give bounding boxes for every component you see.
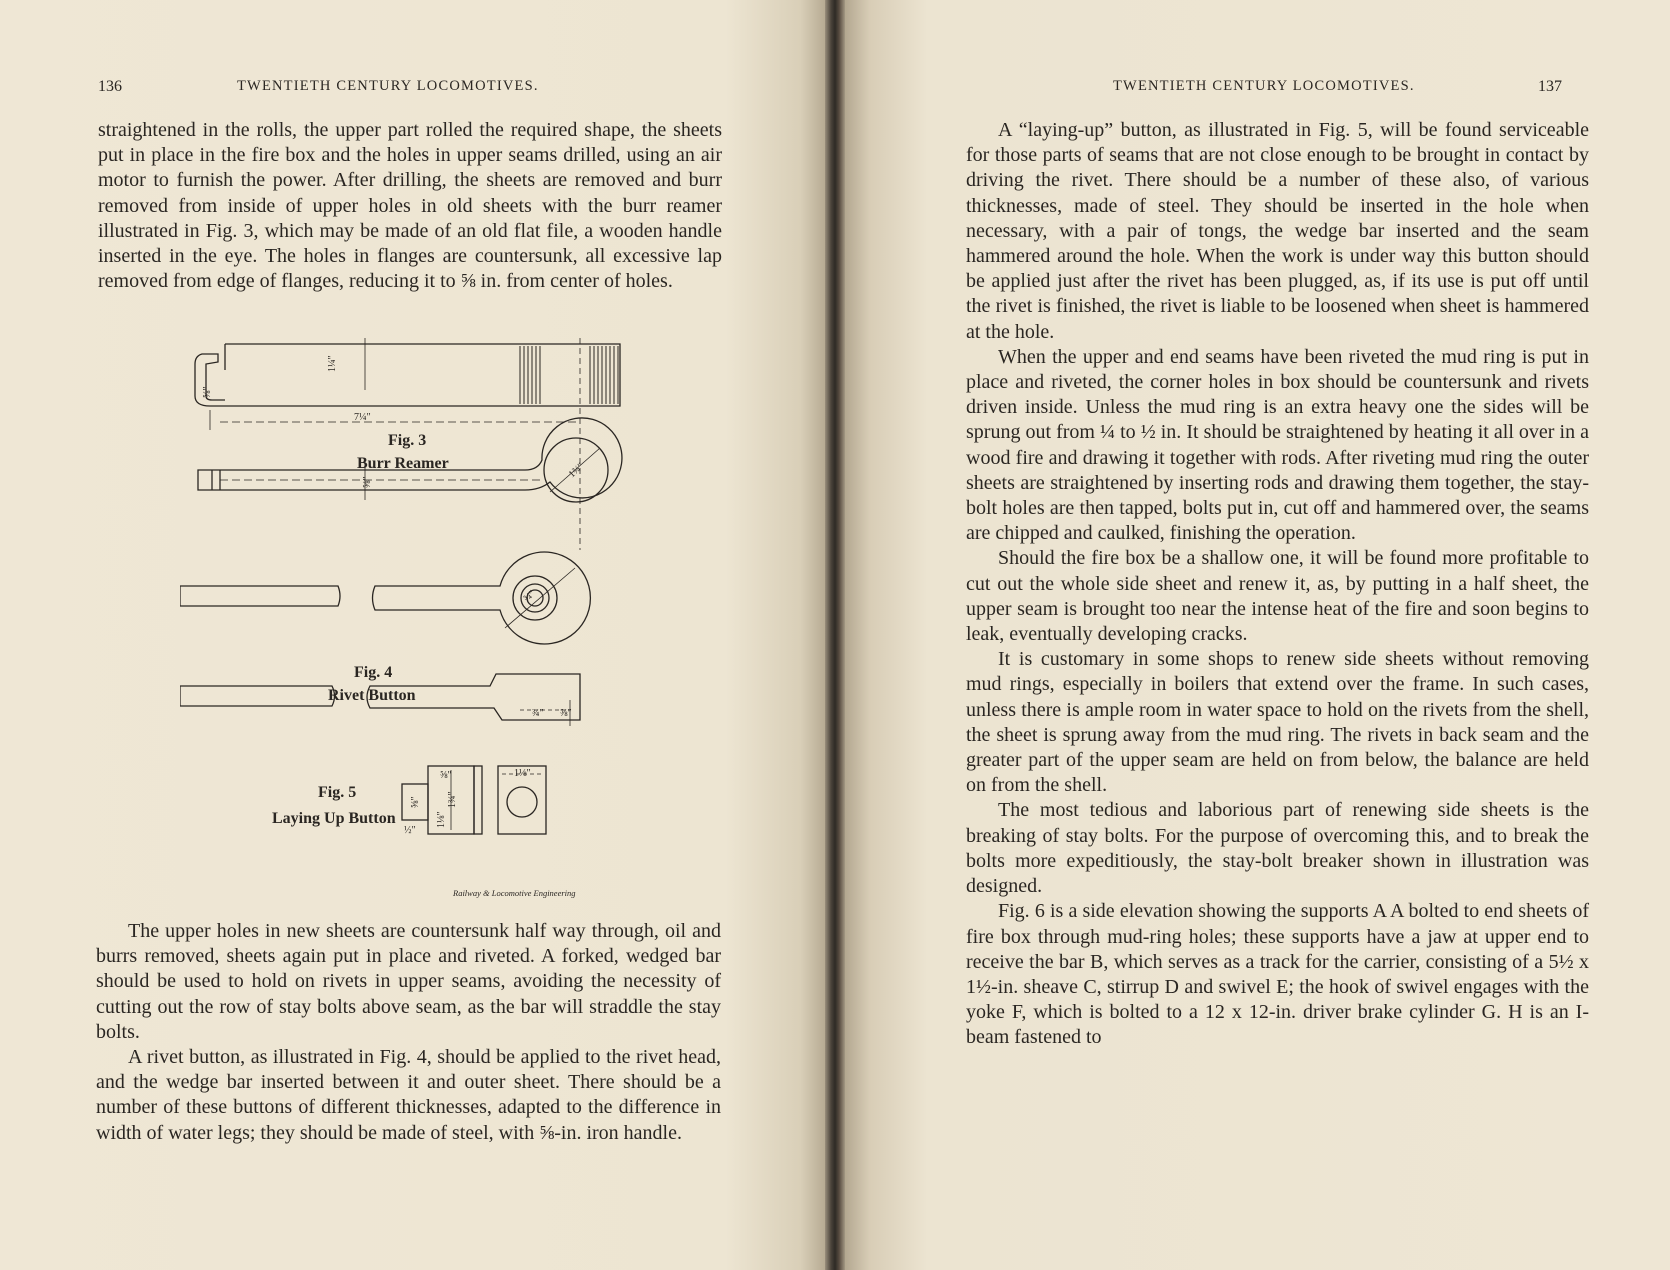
fig3-dim-shank: ⅝″ [362, 476, 373, 488]
paragraph: A “laying-up” button, as illustrated in Fig. 5, will be found serviceable for those parts of seams that are not close enough to be brought in contact by driving the rivet. There should be a number of these also, of various thicknesses, made of steel. They should be inserted in the hole when necessary, with a pair of tongs, the wedge bar inserted and the seam hammered around the hole. When the work is under way this button should be applied just after the rivet has been plugged, as, if its use is put off until the rivet is finished, the rivet is liable to be loosened when sheet is hammered at the hole. [966, 119, 1589, 343]
running-head: TWENTIETH CENTURY LOCOMOTIVES. [1113, 78, 1415, 94]
paragraph: It is customary in some shops to renew side sheets without removing mud rings, especially in boilers that extend over the frame. In such cases, unless there is ample room in water space to hold on the rivets from the shell, the sheet is sprung away from the mud ring. The rivets in back seam and the greater part of the upper seam are held on from below, the balance are held on from the shell. [966, 648, 1589, 797]
fig5-dim-side: ⅝″ [410, 796, 421, 808]
fig5-dim-width: 1¾″ [447, 791, 458, 808]
fig4-button [373, 552, 591, 644]
fig5-dim-handle: ⅝″ [440, 770, 452, 781]
fig5-dim-top: 1⅛″ [514, 768, 531, 779]
fig5-label: Fig. 5 [318, 784, 357, 801]
book-gutter [825, 0, 845, 1270]
fig5-dim-block-height: 1⅛″ [436, 811, 447, 828]
fig3-dim-height: 1¼″ [327, 355, 338, 372]
fig3-dim-eye: 1¾″ [566, 460, 587, 481]
body-text [966, 118, 1589, 1051]
fig3-caption: Burr Reamer [357, 455, 449, 472]
fig3-dim-length: 7¼″ [354, 412, 371, 423]
running-head: TWENTIETH CENTURY LOCOMOTIVES. [237, 78, 539, 94]
figure-credit: Railway & Locomotive Engineering [453, 888, 576, 898]
fig5-caption: Laying Up Button [272, 810, 396, 827]
page-number: 137 [1538, 78, 1562, 95]
fig3-label: Fig. 3 [388, 432, 427, 449]
fig5-dim-jaw: ¾″ [532, 708, 544, 719]
paragraph: The most tedious and laborious part of renewing side sheets is the breaking of stay bolts. For the purpose of overcoming this, and to break the bolts more expeditiously, the stay-bolt breaker shown in illustration was designed. [966, 799, 1589, 898]
fig5-dim-thick: ½″ [404, 825, 416, 836]
fig4-label: Fig. 4 [354, 664, 393, 681]
body-text [98, 118, 722, 294]
fig5-handle [180, 686, 335, 706]
left-page [0, 0, 825, 1270]
fig4-caption: Rivet Button [328, 687, 416, 704]
page-number: 136 [98, 78, 122, 95]
body-text [96, 919, 721, 1146]
figure-illustration [180, 330, 640, 900]
paragraph: Should the fire box be a shallow one, it will be found more profitable to cut out the whole side sheet and renew it, as, by putting in a half sheet, the upper seam is brought too near the intense heat of the fire and soon begins to leak, eventually developing cracks. [966, 547, 1589, 646]
fig4-dim-hole: ¾″ [521, 588, 538, 605]
paragraph: When the upper and end seams have been riveted the mud ring is put in place and riveted, the corner holes in box should be countersunk and rivets driven inside. Unless the mud ring is an extra heavy one the sides will be sprung out from ¼ to ½ in. It should be straightened by heating it all over in a wood fire and drawing it together with rods. After riveting mud ring the outer sheets are straightened by inserting rods and drawing them together, the stay-bolt holes are then tapped, bolts put in, cut off and hammered over, the seams are chipped and caulked, finishing the operation. [966, 345, 1589, 545]
fig3-reamer-side [195, 344, 620, 406]
paragraph: The upper holes in new sheets are countersunk half way through, oil and burrs removed, sheets again put in place and riveted. A forked, wedged bar should be used to hold on rivets in upper seams, avoiding the necessity of cutting out the row of stay bolts above seam, as the bar will straddle the stay bolts. [96, 920, 721, 1043]
fig3-dim-lip: ⅝″ [202, 386, 213, 398]
fig4-handle [180, 586, 340, 606]
right-page [845, 0, 1670, 1270]
paragraph: Fig. 6 is a side elevation showing the supports A A bolted to end sheets of fire box through mud-ring holes; these supports have a jaw at upper end to receive the bar B, which serves as a track for the carrier, consisting of a 5½ x 1½-in. sheave C, stirrup D and swivel E; the hook of swivel engages with the yoke F, which is bolted to a 12 x 12-in. driver brake cylinder G. H is an I-beam fastened to [966, 900, 1589, 1049]
paragraph: A rivet button, as illustrated in Fig. 4, should be applied to the rivet head, and the wedge bar inserted between it and outer sheet. There should be a number of these buttons of different thicknesses, adapted to the difference in width of water legs; they should be made of steel, with ⅝-in. iron handle. [96, 1046, 721, 1144]
paragraph: straightened in the rolls, the upper part rolled the required shape, the sheets put in place in the fire box and the holes in upper seams drilled, using an air motor to furnish the power. After drilling, the sheets are removed and burr removed from inside of upper holes in old sheets with the burr reamer illustrated in Fig. 3, which may be made of an old flat file, a wooden handle inserted in the eye. The holes in flanges are countersunk, all excessive lap removed from edge of flanges, reducing it to ⅝ in. from center of holes. [98, 119, 722, 293]
fig5-dim-jaw2: ⅝″ [560, 708, 572, 719]
